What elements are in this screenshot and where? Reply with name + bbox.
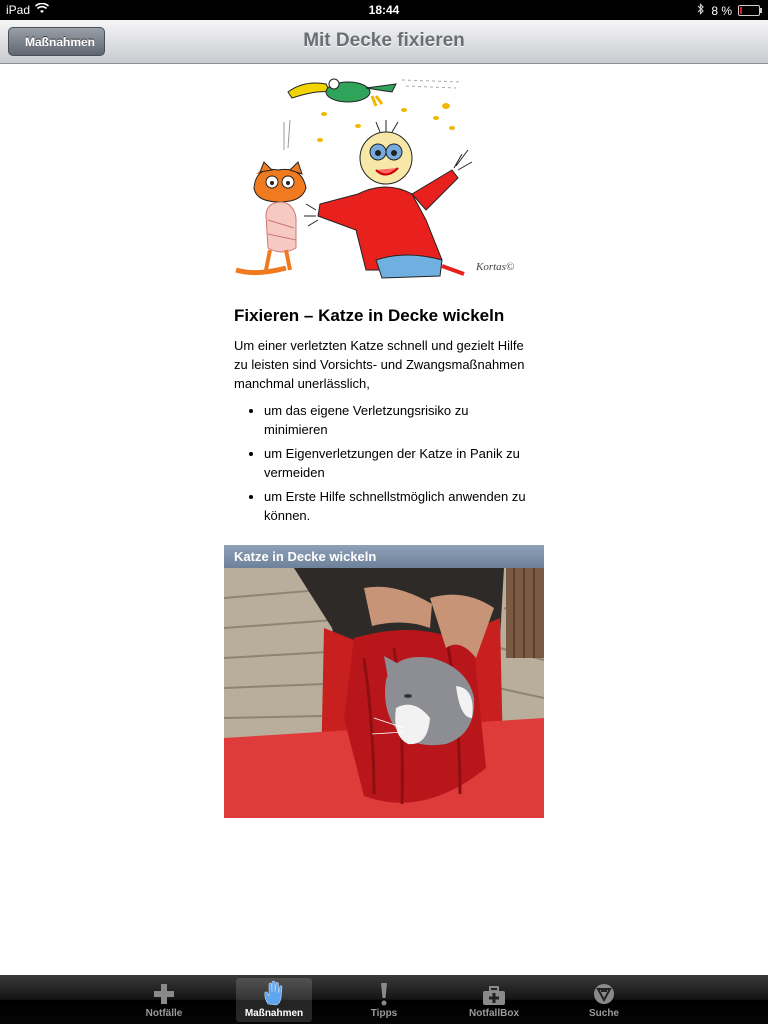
bird-drawing	[288, 79, 462, 106]
tab-label: Tipps	[370, 1008, 398, 1019]
tab-label: NotfallBox	[469, 1008, 519, 1019]
first-aid-box-icon	[482, 986, 506, 1006]
cat-in-blanket-photo	[224, 568, 544, 818]
battery-percent: 8 %	[711, 3, 732, 18]
plus-icon	[152, 982, 176, 1006]
child-drawing	[304, 120, 472, 278]
photo-caption: Katze in Decke wickeln	[224, 545, 544, 568]
article-content	[234, 306, 534, 530]
list-item: • um Erste Hilfe schnellstmöglich anwenden zu können.	[264, 487, 534, 525]
clock: 18:44	[368, 3, 400, 17]
tab-notfallbox[interactable]	[456, 978, 532, 1022]
photo-panel[interactable]	[224, 545, 544, 818]
tab-massnahmen[interactable]	[236, 978, 312, 1022]
tab-label: Maßnahmen	[244, 1008, 304, 1019]
search-icon	[592, 982, 616, 1006]
back-button-label: Maßnahmen	[25, 34, 96, 49]
hand-icon	[262, 980, 286, 1006]
tab-suche[interactable]	[566, 978, 642, 1022]
tab-label: Notfälle	[145, 1008, 183, 1019]
bullet-list	[234, 401, 534, 525]
list-item: • um das eigene Verletzungsrisiko zu minimieren	[264, 401, 534, 439]
navigation-bar	[0, 20, 768, 64]
tab-label: Suche	[588, 1008, 619, 1019]
tab-tipps[interactable]	[346, 978, 422, 1022]
device-label: iPad	[6, 3, 31, 17]
article-heading: Fixieren – Katze in Decke wickeln	[234, 306, 505, 325]
battery-icon	[738, 5, 760, 16]
status-bar	[0, 0, 768, 20]
list-item: • um Eigenverletzungen der Katze in Panik zu vermeiden	[264, 444, 534, 482]
cat-drawing	[236, 120, 306, 273]
article-intro: Um einer verletzten Katze schnell und gezielt Hilfe zu leisten sind Vorsichts- und Zwangsmaßnahmen manchmal unerlässlich,	[234, 338, 525, 391]
exclamation-icon	[378, 982, 390, 1006]
page-title: Mit Decke fixieren	[303, 30, 465, 51]
bluetooth-icon	[697, 3, 705, 18]
tab-bar	[0, 975, 768, 1024]
tab-notfaelle[interactable]	[126, 978, 202, 1022]
illustration-signature: Kortas©	[476, 261, 515, 273]
cartoon-illustration	[226, 70, 538, 284]
